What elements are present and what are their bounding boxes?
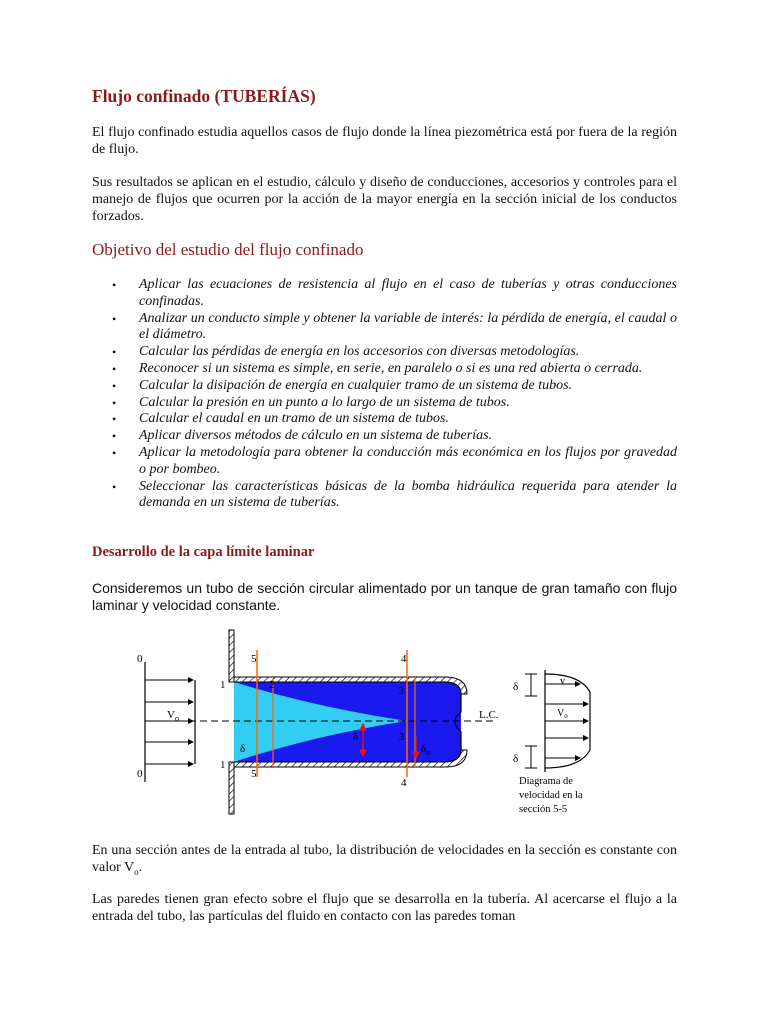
list-item: • Aplicar las ecuaciones de resistencia al flujo en el caso de tuberías y otras conducciones confinadas.: [92, 277, 677, 311]
paragraph-inlet-subscript: o: [134, 866, 139, 877]
caption-line-3: sección 5-5: [519, 804, 568, 815]
paragraph-results: Sus resultados se aplican en el estudio, cálculo y diseño de conducciones, accesorios y controles para el manejo de flujos que ocurren por la acción de la mayor energía en la sección inicial de los conductos forzados.: [92, 175, 677, 224]
paragraph-inlet-end: .: [138, 860, 143, 875]
paragraph-intro: El flujo confinado estudia aquellos casos de flujo donde la línea piezométrica está por fuera de la región de flujo.: [92, 125, 677, 157]
label-four-bottom: 4: [401, 777, 407, 789]
label-v0-right: [557, 708, 568, 720]
label-v0-left: [167, 709, 179, 723]
paragraph-consider: Consideremos un tubo de sección circular alimentado por un tanque de gran tamaño con flujo laminar y velocidad constante.: [92, 580, 677, 613]
list-item: • Aplicar diversos métodos de cálculo en un sistema de tuberías.: [92, 428, 677, 445]
list-item: • Aplicar la metodología para obtener la conducción más económica en los flujos por gravedad o por bombeo.: [92, 445, 677, 479]
label-v0-right-main: V: [557, 708, 565, 719]
label-delta-o-sub: o: [426, 748, 431, 757]
label-v-right: v: [560, 676, 565, 687]
objectives-list: [92, 277, 677, 512]
label-zero-bottom: 0: [137, 768, 143, 780]
paragraph-inlet-text: En una sección antes de la entrada al tubo, la distribución de velocidades en la sección es constante con valor V: [92, 843, 677, 875]
label-v0-left-sub: o: [174, 714, 179, 723]
tank-wall-bottom: [229, 762, 234, 814]
label-v0-right-sub: o: [564, 712, 568, 720]
label-three-bottom: 3: [399, 732, 404, 743]
label-two-top: 2: [269, 679, 275, 691]
list-item: • Analizar un conducto simple y obtener la variable de interés: la pérdida de energía, el caudal o el diámetro.: [92, 311, 677, 345]
list-item: • Calcular las pérdidas de energía en los accesorios con diversas metodologías.: [92, 344, 677, 361]
outlet-velocity-profile: [525, 670, 590, 772]
label-four-top: 4: [401, 653, 407, 665]
label-delta-inlet: δ: [240, 743, 246, 755]
paragraph-walls: Las paredes tienen gran efecto sobre el flujo que se desarrolla en la tubería. Al acercarse el flujo a la entrada del tubo, las partículas del fluido en contacto con las paredes toman: [92, 892, 677, 924]
label-delta-mid: δ: [353, 731, 359, 743]
list-item: • Seleccionar las características básicas de la bomba hidráulica requerida para atender la demanda en un sistema de tuberías.: [92, 479, 677, 513]
list-item: • Reconocer si un sistema es simple, en serie, en paralelo o si es una red abierta o cerrada.: [92, 361, 677, 378]
label-lc: L.C.: [479, 709, 499, 721]
page-title: Flujo confinado (TUBERÍAS): [92, 86, 316, 106]
tank-wall-top: [229, 630, 234, 682]
label-v0-left-main: V: [167, 709, 175, 721]
list-item: • Calcular la presión en un punto a lo largo de un sistema de tubos.: [92, 395, 677, 412]
label-delta-o-main: δ: [421, 743, 427, 755]
label-five-bottom: 5: [251, 768, 257, 780]
label-five-top: 5: [251, 653, 257, 665]
list-item: • Calcular el caudal en un tramo de un sistema de tubos.: [92, 411, 677, 428]
section-heading: Desarrollo de la capa límite laminar: [92, 544, 315, 560]
label-delta-top-right: δ: [513, 681, 519, 693]
list-item: • Calcular la disipación de energía en cualquier tramo de un sistema de tubos.: [92, 378, 677, 395]
boundary-layer-diagram: [125, 622, 625, 822]
label-three-top: 3: [399, 686, 404, 697]
caption-line-2: velocidad en la: [519, 790, 583, 801]
paragraph-inlet: [92, 842, 677, 881]
inlet-velocity-profile: [145, 662, 195, 782]
label-one-bottom: 1: [220, 759, 226, 771]
caption-line-1: Diagrama de: [519, 776, 573, 787]
label-delta-bottom-right: δ: [513, 753, 519, 765]
objective-heading: Objetivo del estudio del flujo confinado: [92, 240, 364, 259]
label-one-top: 1: [220, 679, 226, 691]
label-zero-top: 0: [137, 653, 143, 665]
